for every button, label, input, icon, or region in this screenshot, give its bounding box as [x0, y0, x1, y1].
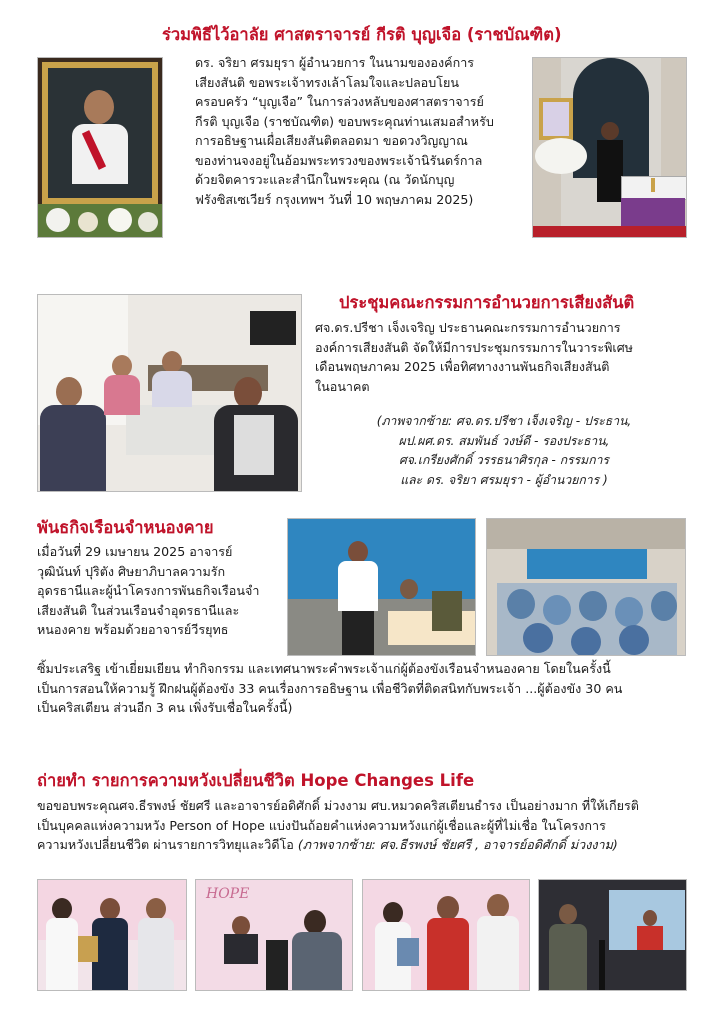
- section4-paragraph: [37, 796, 639, 855]
- section4-line: ขอขอบพระคุณศจ.ธีรพงษ์ ชัยศรี และอาจารย์อดิศักดิ์ ม่วงงาม ศบ.หมวดคริสเตียนธำรง เป็นอย่างมาก ที่ให้เกียรติ: [37, 798, 639, 813]
- section2-title: ประชุมคณะกรรมการอำนวยการเสียงสันติ: [339, 293, 635, 312]
- section3-line: เสียงสันติ ในส่วนเรือนจำอุดรธานีและ: [37, 602, 240, 618]
- hope-photo-3: [362, 879, 530, 991]
- section3-line: เป็นคริสเตียน ส่วนอีก 3 คน เพิ่งรับเชื่อในครั้งนี้): [37, 700, 293, 715]
- section1-line: การอธิษฐานเผื่อเสียงสันติตลอดมา ขอดวงวิญญาณ: [195, 133, 468, 148]
- section1-line: ด้วยจิตคารวะและสำนึกในพระคุณ (ณ วัดนักบุญ: [195, 172, 455, 187]
- section3-title: พันธกิจเรือนจำหนองคาย: [37, 518, 214, 537]
- section1-title: ร่วมพิธีไว้อาลัย ศาสตราจารย์ กีรติ บุญเจือ (ราชบัณฑิต): [162, 25, 562, 44]
- section4-title: ถ่ายทำ รายการความหวังเปลี่ยนชีวิต Hope Changes Life: [37, 771, 475, 790]
- funeral-photo: [532, 57, 687, 238]
- section2-line: ในอนาคต: [315, 378, 370, 394]
- hope-photo-2: [195, 879, 353, 991]
- hope-text: HOPE: [206, 886, 250, 902]
- portrait-photo: [37, 57, 163, 238]
- section1-line: กีรติ บุญเจือ (ราชบัณฑิต) ขอบพระคุณท่านเสมอสำหรับ: [195, 113, 494, 129]
- section2-paragraph: [315, 318, 633, 396]
- section3-line: วุฒินันท์ ปุริตัง ศิษยาภิบาลความรัก: [37, 563, 226, 579]
- caption-line: ศจ.เกรียงศักดิ์ วรรธนาศิรกุล - กรรมการ: [399, 453, 609, 467]
- section1-line: เสียงสันติ ขอพระเจ้าทรงเล้าโลมใจและปลอบโยน: [195, 74, 459, 90]
- section3-paragraph-narrow: [37, 542, 259, 640]
- section3-line: หนองคาย พร้อมด้วยอาจารย์วีรยุทธ: [37, 622, 229, 637]
- section3-line: ซิ้มประเสริฐ เข้าเยี่ยมเยียน ทำกิจกรรม และเทศนาพระคำพระเจ้าแก่ผู้ต้องขังเรือนจำหนองคาย โดยในครั้งนี้: [37, 661, 611, 676]
- caption-line: และ ดร. จริยา ศรมยุรา - ผู้อำนวยการ ): [400, 472, 608, 487]
- caption-line: (ภาพจากซ้าย: ศจ.ดร.ปรีชา เจ็งเจริญ - ประธาน,: [376, 414, 632, 428]
- hope-photo-1: [37, 879, 187, 991]
- section1-paragraph: [195, 53, 494, 209]
- section2-caption: [340, 412, 668, 490]
- prison-photo-inmates: [486, 518, 686, 656]
- section2-line: องค์การเสียงสันติ จัดให้มีการประชุมกรรมการในวาระพิเศษ: [315, 339, 633, 355]
- section1-line: ฟรังซิสเซเวียร์ กรุงเทพฯ วันที่ 10 พฤษภาคม 2025): [195, 191, 474, 207]
- section2-line: ศจ.ดร.ปรีชา เจ็งเจริญ ประธานคณะกรรมการอำนวยการ: [315, 320, 621, 335]
- section1-line: ของท่านจงอยู่ในอ้อมพระทรวงของพระเจ้านิรันดร์กาล: [195, 152, 483, 168]
- section3-line: เป็นการสอนให้ความรู้ ฝึกฝนผู้ต้องขัง 33 คนเรื่องการอธิษฐาน เพื่อชีวิตที่ติดสนิทกับพระเจ้า ...ผู้ต้องขัง 30 คน: [37, 680, 623, 696]
- section4-caption: (ภาพจากซ้าย: ศจ.ธีรพงษ์ ชัยศรี , อาจารย์อดิศักดิ์ ม่วงงาม): [297, 837, 618, 852]
- section1-line: ครอบครัว “บุญเจือ” ในการล่วงหลับของศาสตราจารย์: [195, 94, 484, 109]
- section2-line: เดือนพฤษภาคม 2025 เพื่อทิศทางงานพันธกิจเสียงสันติ: [315, 359, 610, 374]
- hope-photo-4: [538, 879, 687, 991]
- section3-paragraph-wide: [37, 659, 622, 718]
- meeting-photo: [37, 294, 302, 492]
- section4-line: [37, 835, 639, 855]
- caption-line: ผป.ผศ.ดร. สมพันธ์ วงษ์ดี - รองประธาน,: [398, 433, 610, 448]
- section3-line: เมื่อวันที่ 29 เมษายน 2025 อาจารย์: [37, 544, 233, 559]
- prison-photo-speaker: [287, 518, 476, 656]
- section3-line: อุดรธานีและผู้นำโครงการพันธกิจเรือนจำ: [37, 583, 260, 598]
- section4-line-text: ความหวังเปลี่ยนชีวิต ผ่านรายการวิทยุและวิดีโอ: [37, 837, 298, 852]
- section4-line: เป็นบุคคลแห่งความหวัง Person of Hope แบ่งปันถ้อยคำแห่งความหวังแก่ผู้เชื่อและผู้ที่ไม่เชื่อ ในโครงการ: [37, 817, 606, 833]
- section1-line: ดร. จริยา ศรมยุรา ผู้อำนวยการ ในนามขององค์การ: [195, 55, 475, 70]
